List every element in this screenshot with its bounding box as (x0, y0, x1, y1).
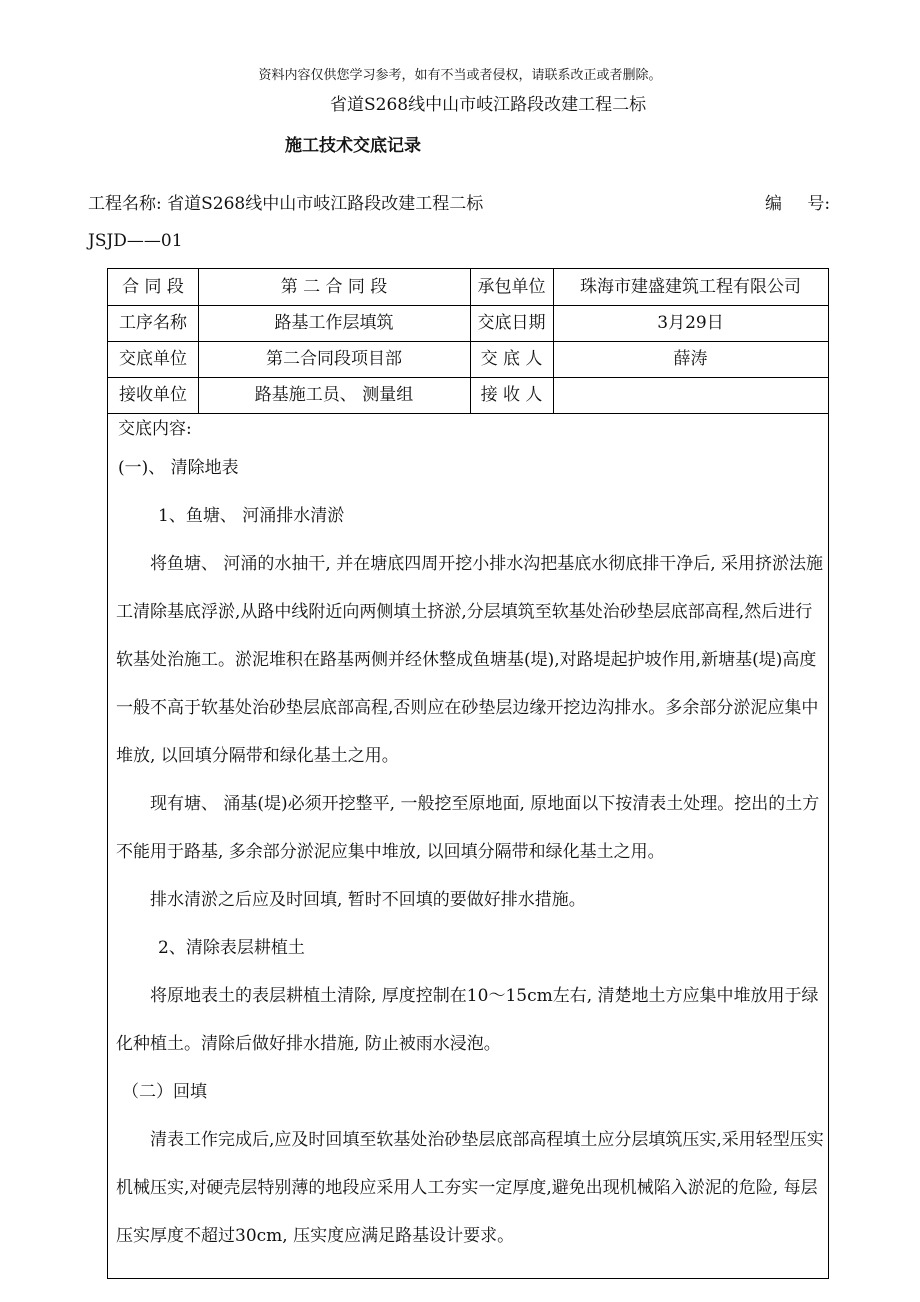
receiving-unit-label: 接收单位 (119, 385, 187, 405)
disclosure-record-table (107, 268, 829, 1279)
disclaimer-notice: 资料内容仅供您学习参考，如有不当或者侵权，请联系改正或者删除。 (258, 68, 662, 83)
paragraph-existing-ponds: 现有塘、 涌基(堤)必须开挖整平, 一般挖至原地面, 原地面以下按清表土处理。挖出的土方不能用于路基, 多余部分淤泥应集中堆放, 以回填分隔带和绿化基土之用。 (116, 794, 820, 862)
contract-section-label: 合 同 段 (122, 277, 184, 297)
discloser-value: 薛涛 (673, 349, 708, 369)
paragraph-topsoil-removal: 将原地表土的表层耕植土清除, 厚度控制在10～15cm左右, 清楚地土方应集中堆放用于绿化种植土。清除后做好排水措施, 防止被雨水浸泡。 (116, 986, 819, 1054)
section-heading-backfill: （二）回填 (122, 1082, 207, 1102)
process-name-value: 路基工作层填筑 (274, 313, 394, 333)
paragraph-backfill-timing: 排水清淤之后应及时回填, 暂时不回填的要做好排水措施。 (150, 890, 586, 910)
disclosing-unit-value: 第二合同段项目部 (266, 349, 402, 369)
contract-section-value: 第 二 合 同 段 (280, 277, 388, 297)
contractor-value: 珠海市建盛建筑工程有限公司 (580, 277, 801, 297)
subsection-heading-drainage: 1、鱼塘、 河涌排水清淤 (158, 506, 345, 526)
receiver-label: 接 收 人 (480, 385, 543, 405)
paragraph-backfill-method: 清表工作完成后,应及时回填至软基处治砂垫层底部高程填土应分层填筑压实,采用轻型压实机械压实,对硬壳层特别薄的地段应采用人工夯实一定厚度,避免出现机械陷入淤泥的危险, 每层压实厚度不超过30cm, 压实度应满足路基设计要求。 (116, 1130, 824, 1246)
section-heading-clear-surface: (一)、 清除地表 (118, 458, 239, 478)
receiver-value (553, 377, 828, 413)
disclosing-unit-label: 交底单位 (119, 349, 187, 369)
project-name-line: 工程名称: 省道S268线中山市岐江路段改建工程二标 (88, 194, 484, 214)
content-heading: 交底内容: (118, 419, 192, 439)
disclosure-date-label: 交底日期 (477, 313, 546, 333)
number-label: 编 号: (765, 194, 831, 214)
process-name-label: 工序名称 (119, 313, 187, 333)
contractor-label: 承包单位 (477, 277, 546, 297)
receiving-unit-value: 路基施工员、 测量组 (254, 385, 414, 405)
subsection-heading-topsoil: 2、清除表层耕植土 (158, 938, 305, 958)
disclosure-content (108, 414, 828, 1260)
discloser-label: 交 底 人 (480, 349, 543, 369)
document-title: 施工技术交底记录 (285, 136, 421, 156)
paragraph-drainage-method: 将鱼塘、 河涌的水抽干, 并在塘底四周开挖小排水沟把基底水彻底排干净后, 采用挤淤法施工清除基底浮淤,从路中线附近向两侧填土挤淤,分层填筑至软基处治砂垫层底部高程,然后进行软基处治施工。淤泥堆积在路基两侧并经休整成鱼塘基(堤),对路堤起护坡作用,新塘基(堤)高度一般不高于软基处治砂垫层底部高程,否则应在砂垫层边缘开挖边沟排水。多余部分淤泥应集中堆放, 以回填分隔带和绿化基土之用。 (116, 554, 824, 766)
document-number: JSJD——01 (88, 231, 183, 251)
document-header: 省道S268线中山市岐江路段改建工程二标 (330, 95, 647, 115)
disclosure-date-value: 3月29日 (657, 313, 724, 333)
